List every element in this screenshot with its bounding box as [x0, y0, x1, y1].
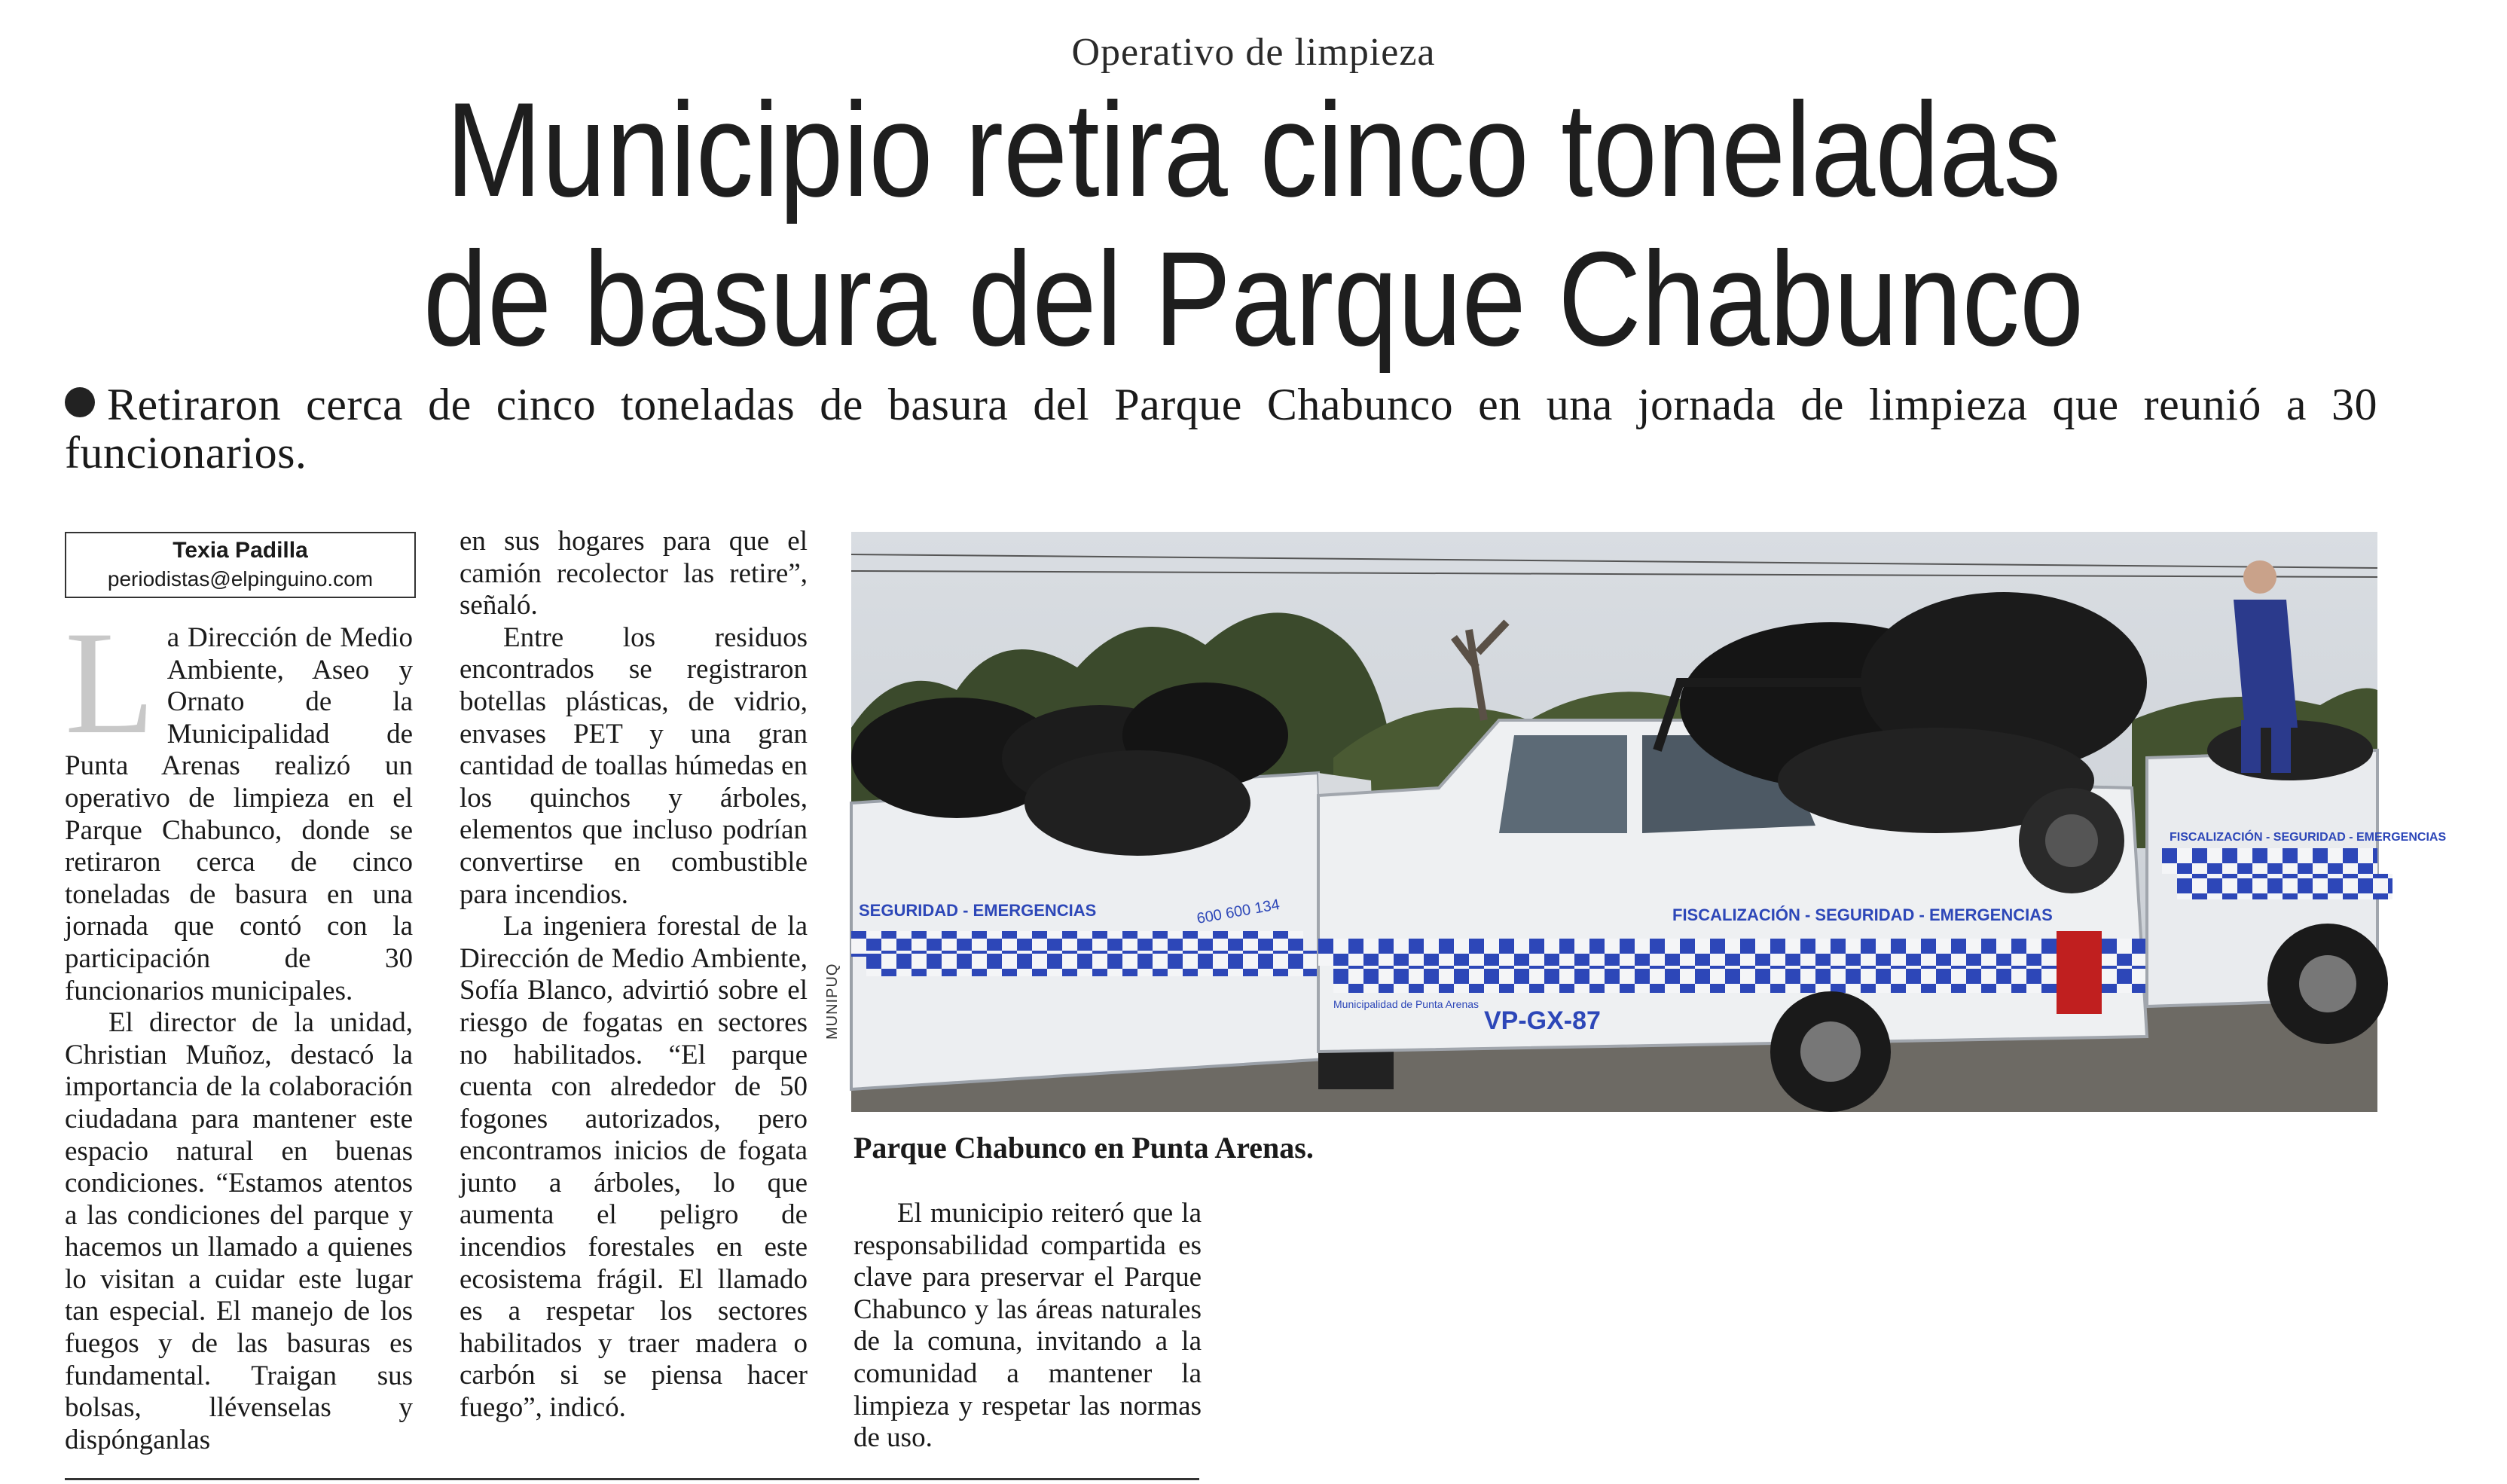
column-2-paragraph-1: en sus hogares para que el camión recolector las retire”, señaló. — [460, 526, 808, 621]
photo-credit: MUNIPUQ — [824, 963, 841, 1040]
byline-email: periodistas@elpinguino.com — [107, 567, 374, 591]
column-1-paragraph-2: El director de la unidad, Christian Muñoz, destacó la importancia de la colaboración ciudadana para mantener este espacio natural en buenas condiciones. “Estamos atentos a las condiciones del parque y hacemos un llamado a quienes lo visitan a cuidar este lugar tan especial. El manejo de los fuegos y de las basuras es fundamental. Traigan sus bolsas, llévenselas y dispónganlas — [65, 1007, 413, 1455]
truck-left-phone: 600 600 134 — [1195, 896, 1281, 927]
column-3-paragraph-1: El municipio reiteró que la responsabilidad compartida es clave para preservar el Parque Chabunco y las áreas naturales de la comuna, invitando a la comunidad a mantener la limpieza y respetar las normas de uso. — [853, 1198, 1202, 1454]
lede-text: Retiraron cerca de cinco toneladas de basura del Parque Chabunco en una jornada de limpieza que reunió a 30 funcionarios. — [65, 380, 2377, 478]
truck-center-plate: VP-GX-87 — [1484, 1006, 1601, 1035]
headline-line-2: de basura del Parque Chabunco — [423, 224, 2084, 374]
truck-left-text: SEGURIDAD - EMERGENCIAS — [859, 901, 1097, 920]
photo-caption: Parque Chabunco en Punta Arenas. — [853, 1131, 1314, 1165]
lede — [65, 380, 2377, 477]
dropcap: L — [65, 601, 155, 765]
bullet-icon — [65, 387, 95, 417]
column-1-paragraph-1 — [65, 601, 413, 1007]
section-kicker: Operativo de limpieza — [1071, 31, 1436, 74]
column-2-paragraph-3: La ingeniera forestal de la Dirección de Medio Ambiente, Sofía Blanco, advirtió sobre el riesgo de fogatas en sectores no habilitados. “El parque cuenta con alrededor de 50 fogones autorizados, pero encontramos inicios de fogata junto a árboles, lo que aumenta el peligro de incendios forestales en este ecosistema frágil. El llamado es a respetar los sectores habilitados y traer madera o carbón si se piensa hacer fuego”, indicó. — [460, 911, 808, 1424]
byline-name: Texia Padilla — [173, 538, 308, 563]
article-photo — [851, 532, 2447, 1112]
headline-line-1: Municipio retira cinco toneladas — [445, 75, 2062, 224]
headline — [176, 75, 2331, 374]
column-1-paragraph-1-text: a Dirección de Medio Ambiente, Aseo y Ornato de la Municipalidad de Punta Arenas realizó un operativo de limpieza en el Parque Chabunco, donde se retiraron cerca de cinco toneladas de basura en una jornada que contó con la participación de 30 funcionarios municipales. — [65, 622, 413, 1006]
byline-box — [65, 532, 416, 598]
truck-right-text: FISCALIZACIÓN - SEGURIDAD - EMERGENCIAS — [2170, 831, 2447, 844]
article-column-1 — [65, 601, 413, 1456]
bottom-rule — [65, 1478, 1199, 1480]
truck-center-text: FISCALIZACIÓN - SEGURIDAD - EMERGENCIAS — [1672, 905, 2053, 924]
column-2-paragraph-2: Entre los residuos encontrados se registraron botellas plásticas, de vidrio, envases PET y una gran cantidad de toallas húmedas en los quinchos y árboles, elementos que incluso podrían convertirse en combustible para incendios. — [460, 621, 808, 910]
article-column-3 — [853, 1198, 1202, 1455]
truck-center-door: Municipalidad de Punta Arenas — [1333, 998, 1479, 1010]
article-column-2 — [460, 526, 808, 1424]
